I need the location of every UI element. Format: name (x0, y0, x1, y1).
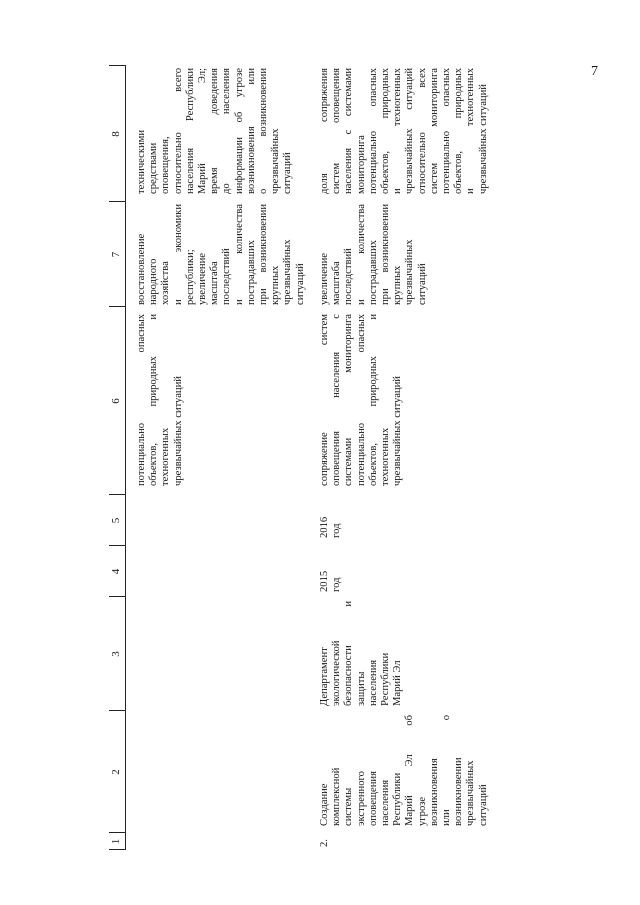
start-year (319, 548, 343, 592)
cell-line: увеличение (197, 253, 209, 305)
cell-line: системами мониторинга (343, 314, 355, 486)
cell-line: потенциально опасных (441, 68, 453, 194)
cell-line: объектов, природных и (367, 314, 379, 486)
cell-line: чрезвычайных ситуаций (392, 376, 404, 486)
cell-line: последствий (343, 248, 355, 305)
cell-line: или о (441, 715, 453, 826)
cell-line: оповещения (367, 771, 379, 826)
cell-line: населения Республики (184, 68, 196, 194)
cell-line: мониторинга (355, 135, 367, 194)
cell-line: информации об угрозе (233, 68, 245, 194)
cell-line: 2016 (319, 516, 330, 538)
header-col-6: 6 (110, 398, 122, 404)
cell-line: год (331, 577, 343, 592)
cell-line: время доведения (209, 68, 221, 194)
cell-line: средствами (148, 142, 160, 194)
header-col-2: 2 (110, 769, 122, 775)
cell-line: о возникновении (258, 68, 270, 194)
cell-line: последствий (221, 248, 233, 305)
indicator-text (319, 68, 490, 194)
cell-line: год (331, 523, 343, 538)
cell-line: оповещения, (160, 136, 172, 194)
expected-result (319, 314, 404, 486)
cell-line: чрезвычайных (282, 239, 294, 305)
continued-result-text (136, 204, 307, 305)
row-number: 2. (319, 839, 330, 847)
cell-line: относительно всего (172, 68, 184, 194)
consequences-text (319, 204, 429, 305)
cell-line: Республики (380, 652, 392, 706)
cell-line: населения с системами (343, 68, 355, 194)
responsible-executor (319, 601, 404, 706)
cell-line: населения (380, 779, 392, 826)
cell-line: систем мониторинга (428, 68, 440, 194)
cell-line: пострадавших (367, 240, 379, 305)
cell-line: при возникновении (380, 204, 392, 305)
cell-line: ситуаций (294, 263, 306, 305)
cell-line: чрезвычайных ситуаций (477, 84, 489, 194)
cell-line: ситуаций (416, 263, 428, 305)
header-col-3: 3 (110, 651, 122, 657)
continued-indicator-text (136, 68, 295, 194)
cell-line: народного (148, 258, 160, 305)
cell-line: и количества (355, 204, 367, 305)
cell-line: защиты (355, 671, 367, 706)
cell-line: техногенных (380, 427, 392, 486)
cell-line: Марий Эл; (197, 68, 209, 194)
cell-line: сопряжение систем (319, 314, 330, 486)
cell-line: и количества (233, 204, 245, 305)
header-col-4: 4 (110, 568, 122, 575)
cell-line: республики; (184, 249, 196, 305)
cell-line: и техногенных (465, 68, 477, 194)
cell-line: при возникновении (258, 204, 270, 305)
cell-line: 2015 (319, 570, 330, 592)
cell-line: восстановление (136, 233, 147, 305)
cell-line: доля сопряжения (319, 68, 330, 194)
cell-line: Марий Эл (392, 660, 404, 706)
cell-line: относительно всех (416, 68, 428, 194)
measure-title (319, 715, 490, 826)
end-year (319, 494, 343, 538)
cell-line: объектов, природных (453, 68, 465, 194)
header-col-8: 8 (110, 131, 122, 137)
cell-line: пострадавших (245, 240, 257, 305)
cell-line: системы (343, 787, 355, 826)
rotated-table (109, 65, 489, 850)
cell-line: экстренного (355, 771, 367, 826)
cell-line: Создание (319, 783, 330, 826)
cell-line: объектов, природных (380, 68, 392, 194)
cell-line: населения (367, 659, 379, 706)
cell-line: систем оповещения (331, 68, 343, 194)
header-col-5: 5 (110, 517, 122, 524)
header-underline (125, 65, 126, 850)
cell-line: угрозе (416, 796, 428, 826)
cell-line: возникновения или (245, 68, 257, 194)
cell-line: масштаба (331, 261, 343, 305)
cell-line: ситуаций (282, 152, 294, 194)
cell-line: техническими (136, 129, 147, 194)
cell-line: чрезвычайных (465, 760, 477, 826)
cell-line: до населения (221, 68, 233, 194)
cell-line: оповещения населения с (331, 314, 343, 486)
cell-line: безопасности и (343, 601, 355, 706)
cell-line: Марий Эл об (404, 715, 416, 826)
cell-line: и техногенных (392, 68, 404, 194)
cell-line: Республики (392, 772, 404, 826)
cell-line: Департамент (319, 647, 330, 706)
page-number: 7 (591, 64, 598, 79)
cell-line: потенциально опасных (136, 314, 147, 486)
cell-line: техногенных (160, 427, 172, 486)
cell-line: чрезвычайных ситуаций (172, 376, 184, 486)
cell-line: комплексной (331, 767, 343, 826)
cell-line: ситуаций (477, 784, 489, 826)
cell-line: крупных (392, 265, 404, 305)
cell-line: чрезвычайных ситуаций (404, 68, 416, 194)
header-col-1: 1 (110, 838, 122, 845)
continued-goal-text (136, 314, 185, 486)
cell-line: крупных (270, 265, 282, 305)
cell-line: и экономики (172, 204, 184, 305)
cell-line: потенциально опасных (355, 314, 367, 486)
header-col-7: 7 (110, 251, 122, 258)
cell-line: увеличение (319, 253, 330, 305)
cell-line: потенциально опасных (367, 68, 379, 194)
cell-line: чрезвычайных (270, 128, 282, 194)
cell-line: возникновения (428, 758, 440, 826)
cell-line: объектов, природных и (148, 314, 160, 486)
cell-line: возникновении (453, 757, 465, 826)
cell-line: экологической (331, 640, 343, 706)
cell-line: чрезвычайных (404, 239, 416, 305)
cell-line: хозяйства (160, 261, 172, 305)
cell-line: масштаба (209, 261, 221, 305)
